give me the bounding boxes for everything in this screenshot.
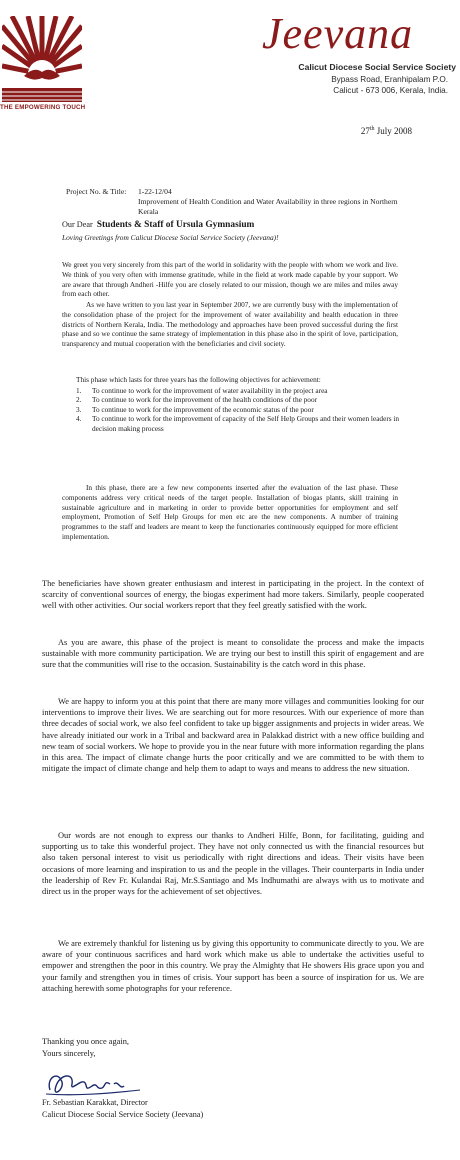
signer-name: Fr. Sebastian Karakkat, Director	[42, 1098, 148, 1107]
list-item-number: 4.	[76, 414, 82, 424]
closing-sincerely: Yours sincerely,	[42, 1049, 96, 1058]
brand-wordmark: Jeevana	[262, 9, 414, 58]
recipient: Students & Staff of Ursula Gymnasium	[96, 220, 255, 230]
list-item-number: 1.	[76, 386, 82, 395]
list-item-number: 2.	[76, 395, 82, 405]
body-paragraph-2: As you are aware, this phase of the project is meant to consolidate the process and make the impacts sustainable with more community participation. We are trying our best to instill this spirit of engagement and are sure that the communities will rise to the occasion. Sustainability is the catch word in this phase.	[42, 638, 424, 670]
body-paragraph-1: The beneficiaries have shown greater enthusiasm and interest in participating in the project. In the context of scarcity of conventional sources of energy, the biogas experiment had more takers. Similarly, people cooperated well with other activities. Our social workers report that they feel greatly satisfied with the work.	[42, 579, 424, 611]
body-paragraph-4: Our words are not enough to express our thanks to Andheri Hilfe, Bonn, for facilitating, guiding and supporting us to take this wonderful project. They have not only connected us with the financial resources but also taken personal interest to visit us periodically with right directions and ideas. Their visits have been occasions of more learning and inspiration to us and the people in the villages. Their counterparts in India under the leadership of Rev Fr. Kulandai Raj, Mr.S.Santiago and Ms Indhumathi are always with us to motivate and direct us in the proper ways for the achievement of set objectives.	[42, 831, 424, 897]
logo-tagline: THE EMPOWERING TOUCH	[0, 104, 86, 111]
signer-organization: Calicut Diocese Social Service Society (Jeevana)	[42, 1110, 204, 1119]
body-paragraph-3: We are happy to inform you at this point that there are many more villages and communities looking for our interventions to improve their lives. We are searching out for more resources. With our experience of more than three decades of social work, we also feel confident to take up bigger assignments and projects in wider areas. We have already initiated our work in a Tribal and backward area in Palakkad district with a new office building and new team of social workers. We hope to provide you in the near future with more information regarding the plans in this area. The impact of climate change hurts the poor critically and we are committed to be with them to mitigate the impact of climate change and help them to adapt to ways and means to address the new situation.	[42, 697, 424, 774]
date-day: 27	[360, 126, 370, 136]
list-item-text: To continue to work for the improvement of the health conditions of the poor	[92, 395, 318, 405]
letter-date	[361, 126, 412, 136]
list-item	[76, 386, 406, 395]
objectives-intro: This phase which lasts for three years has the following objectives for achievement:	[76, 375, 321, 384]
body-paragraph-5: We are extremely thankful for listening us by giving this opportunity to communicate directly to you. We are aware of your continuous sacrifices and hard work which make us able to undertake the activities useful to empower and strengthen the poor in this country. We pray the Almighty that He showers His grace upon you and your family and strengthen you in times of crisis. Your support has been a source of inspiration for us. We are attaching herewith some photographs for your reference.	[42, 939, 424, 993]
list-item-text: To continue to work for the improvement of the economic status of the poor	[92, 404, 314, 414]
salutation	[62, 220, 254, 230]
paragraph-2: As we have written to you last year in September 2007, we are currently busy with the implementation of the consolidation phase of the project for the improvement of water availability and health education in three districts of Northern Kerala, India. The methodology and approaches have been proved successful during the first phase and so we continue the same strategy of implementation in this phase also in the spirit of love, participation, transparency and mutual cooperation with the beneficiaries and civil society.	[62, 300, 398, 349]
salutation-prefix: Our Dear	[62, 220, 93, 229]
date-suffix: th	[369, 126, 375, 132]
list-item	[76, 414, 406, 433]
greeting-line: Loving Greetings from Calicut Diocese Social Service Society (Jeevana)!	[62, 233, 279, 242]
project-label: Project No. & Title:	[66, 187, 127, 196]
org-address-line2: Calicut - 673 006, Kerala, India.	[333, 86, 448, 95]
date-rest: July 2008	[374, 126, 412, 136]
paragraph-3: In this phase, there are a few new components inserted after the evaluation of the last phase. These components address very critical needs of the target people. Installation of biogas plants, skill training in sustainable agriculture and in marketing in order to provide better opportunities for employment and self employment, Promotion of Self Help Groups for men etc are the new components. A number of training programmes to the staff and leaders are meant to keep the functionaries continuously equipped for more efficient implementation.	[62, 483, 398, 541]
list-item	[76, 395, 406, 404]
list-item-text: To continue to work for the improvement of water availability in the project area	[92, 386, 328, 395]
project-number: 1-22-12/04	[138, 187, 172, 196]
objectives-list	[76, 386, 406, 433]
project-title: Improvement of Health Condition and Water Availability in three regions in Northern Kerala	[138, 197, 398, 216]
list-item-number: 3.	[76, 404, 82, 414]
org-address-line1: Bypass Road, Eranhipalam P.O.	[331, 75, 448, 84]
list-item-text: To continue to work for the improvement of capacity of the Self Help Groups and their women leaders in decision making process	[92, 414, 400, 433]
project-value	[138, 187, 398, 217]
closing-thanks: Thanking you once again,	[42, 1037, 129, 1046]
sunburst-hands-icon	[2, 16, 82, 102]
paragraph-1: We greet you very sincerely from this part of the world in solidarity with the people with whom we work and live. We think of you very often with immense gratitude, while in the field at work made capable by your support. We are aware that through Andheri -Hilfe you are closely related to our mission, though we are miles and miles away from each other.	[62, 260, 398, 299]
org-name: Calicut Diocese Social Service Society	[298, 62, 456, 72]
list-item	[76, 405, 406, 414]
